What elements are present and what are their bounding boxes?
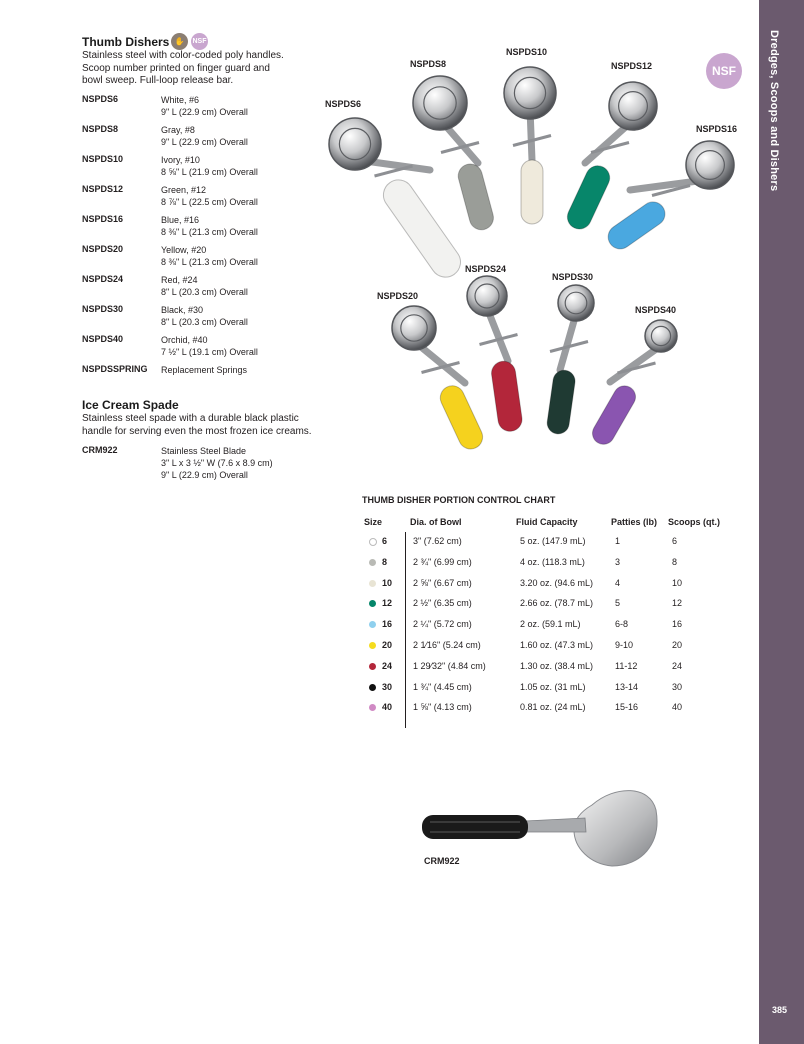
chart-cell-size: 10 [382, 577, 393, 588]
chart-cell-scoops: 8 [672, 556, 678, 567]
chart-cell-patties: 9-10 [615, 640, 634, 650]
chart-cell-patties: 6-8 [615, 619, 629, 630]
chart-cell-size: 16 [382, 619, 393, 630]
product-label-nspds12: NSPDS12 [611, 61, 653, 71]
sku-code: NSPDS16 [82, 214, 124, 224]
sku-color: Ivory, #10 [161, 155, 200, 165]
sku-code: NSPDS6 [82, 94, 119, 104]
sku-color: Gray, #8 [161, 125, 195, 135]
sku-length: 8 ⅞" L (22.5 cm) Overall [161, 197, 258, 207]
portion-chart-title: THUMB DISHER PORTION CONTROL CHART [362, 495, 556, 505]
chart-cell-scoops: 24 [672, 660, 683, 671]
sku-color: Red, #24 [161, 275, 198, 285]
size-color-dot [369, 663, 376, 670]
sku-color: Blue, #16 [161, 215, 200, 225]
sku-length: 8 ⅜" L (21.3 cm) Overall [161, 227, 258, 237]
ice-cream-spade-title: Ice Cream Spade [82, 398, 179, 412]
spade-desc-length: 9" L (22.9 cm) Overall [161, 470, 248, 480]
thumb-dishers-title: Thumb Dishers [82, 35, 170, 49]
chart-cell-bowl: 2 1⁄16" (5.24 cm) [413, 640, 481, 650]
product-label-nspds30: NSPDS30 [552, 272, 594, 282]
chart-cell-capacity: 2 oz. (59.1 mL) [520, 619, 581, 630]
chart-cell-patties: 11-12 [615, 660, 638, 671]
sku-code: NSPDS24 [82, 274, 124, 284]
product-label-nspds40: NSPDS40 [635, 305, 677, 315]
size-color-dot [369, 580, 376, 587]
chart-cell-bowl: 1 29⁄32" (4.84 cm) [413, 660, 486, 671]
thumb-desc-line-3: bowl sweep. Full-loop release bar. [82, 75, 234, 86]
disher-nspds16 [603, 141, 734, 254]
chart-header-scoops: Scoops (qt.) [668, 517, 720, 527]
disher-nspds20 [392, 306, 487, 453]
sku-color: Yellow, #20 [161, 245, 207, 255]
chart-cell-bowl: 2 ¾" (6.99 cm) [413, 556, 472, 567]
sku-code: NSPDSSPRING [82, 364, 148, 374]
chart-cell-size: 6 [382, 536, 388, 546]
spade-product-photo [422, 791, 657, 866]
chart-cell-bowl: 1 ¾" (4.45 cm) [413, 681, 472, 692]
chart-cell-scoops: 6 [672, 536, 678, 546]
nsf-badge-large: NSF [706, 53, 742, 89]
sku-color: Orchid, #40 [161, 335, 208, 345]
disher-nspds40 [588, 320, 677, 448]
chart-cell-size: 20 [382, 640, 393, 650]
size-color-dot [369, 684, 376, 691]
chart-cell-size: 24 [382, 660, 393, 671]
thumb-desc-line-1: Stainless steel with color-coded poly handles. [82, 50, 284, 61]
chart-header-bowl: Dia. of Bowl [410, 517, 462, 527]
size-color-dot [369, 538, 377, 546]
chart-cell-patties: 4 [615, 577, 621, 588]
chart-cell-patties: 15-16 [615, 702, 639, 713]
sku-color: Green, #12 [161, 185, 207, 195]
sku-length: 7 ½" L (19.1 cm) Overall [161, 347, 258, 357]
sku-length: 8" L (20.3 cm) Overall [161, 287, 248, 297]
sidebar-title: Dredges, Scoops and Dishers [768, 30, 780, 192]
sku-color: White, #6 [161, 95, 200, 105]
chart-cell-capacity: 3.20 oz. (94.6 mL) [520, 577, 594, 588]
disher-nspds24 [467, 276, 524, 433]
sku-length: 9" L (22.9 cm) Overall [161, 137, 248, 147]
sku-code: NSPDS8 [82, 124, 119, 134]
chart-cell-size: 8 [382, 556, 388, 567]
spade-desc-blade: Stainless Steel Blade [161, 446, 247, 456]
page-number: 385 [772, 1005, 788, 1015]
size-color-dot [369, 642, 376, 649]
spade-desc-line-2: handle for serving even the most frozen ice creams. [82, 425, 312, 437]
product-label-nspds6: NSPDS6 [325, 99, 362, 109]
chart-cell-capacity: 5 oz. (147.9 mL) [520, 536, 586, 546]
chart-cell-bowl: 2 ⅝" (6.67 cm) [413, 577, 472, 588]
chart-header-patties: Patties (lb) [611, 517, 658, 527]
sku-length: 9" L (22.9 cm) Overall [161, 107, 248, 117]
sku-length: 8 ⅝" L (21.9 cm) Overall [161, 167, 258, 177]
chart-cell-scoops: 20 [672, 640, 683, 650]
chart-cell-scoops: 10 [672, 577, 683, 588]
chart-cell-bowl: 2 ¼" (5.72 cm) [413, 619, 472, 630]
chart-header-capacity: Fluid Capacity [516, 517, 578, 527]
sku-length: 8" L (20.3 cm) Overall [161, 317, 248, 327]
chart-cell-patties: 13-14 [615, 681, 639, 692]
chart-cell-size: 12 [382, 598, 393, 609]
chart-cell-scoops: 12 [672, 598, 683, 609]
chart-cell-capacity: 0.81 oz. (24 mL) [520, 702, 586, 713]
chart-cell-capacity: 1.30 oz. (38.4 mL) [520, 660, 594, 671]
product-label-nspds16: NSPDS16 [696, 124, 738, 134]
chart-cell-patties: 1 [615, 536, 621, 546]
sku-code: NSPDS20 [82, 244, 124, 254]
chart-cell-patties: 3 [615, 556, 621, 567]
chart-cell-bowl: 3" (7.62 cm) [413, 536, 462, 546]
product-label-nspds10: NSPDS10 [506, 47, 548, 57]
spade-desc-line-1: Stainless steel spade with a durable black plastic [82, 413, 299, 424]
chart-cell-capacity: 2.66 oz. (78.7 mL) [520, 598, 594, 609]
size-color-dot [369, 559, 376, 566]
spade-image-label: CRM922 [424, 856, 460, 866]
chart-cell-capacity: 1.60 oz. (47.3 mL) [520, 640, 594, 650]
disher-nspds10 [504, 67, 556, 224]
product-label-nspds24: NSPDS24 [465, 264, 507, 274]
sku-length: 8 ⅜" L (21.3 cm) Overall [161, 257, 258, 267]
chart-divider [405, 532, 406, 728]
sku-color: Replacement Springs [161, 365, 248, 375]
chart-header-size: Size [364, 517, 383, 527]
spade-sku: CRM922 [82, 445, 118, 455]
sku-code: NSPDS30 [82, 304, 124, 314]
chart-cell-size: 40 [382, 702, 393, 713]
product-label-nspds20: NSPDS20 [377, 291, 419, 301]
hands-icon: ✋ [171, 33, 188, 50]
disher-nspds30 [546, 285, 594, 435]
chart-cell-scoops: 16 [672, 619, 683, 630]
sku-code: NSPDS10 [82, 154, 124, 164]
thumb-desc-line-2: Scoop number printed on finger guard and [82, 62, 270, 74]
sku-code: NSPDS40 [82, 334, 124, 344]
chart-cell-scoops: 40 [672, 702, 683, 713]
disher-nspds6 [329, 118, 466, 283]
chart-cell-capacity: 4 oz. (118.3 mL) [520, 556, 585, 567]
chart-cell-size: 30 [382, 681, 393, 692]
chart-cell-patties: 5 [615, 598, 621, 609]
chart-cell-capacity: 1.05 oz. (31 mL) [520, 681, 586, 692]
sku-color: Black, #30 [161, 305, 204, 315]
chart-cell-bowl: 1 ⅝" (4.13 cm) [413, 702, 472, 713]
sku-code: NSPDS12 [82, 184, 124, 194]
chart-cell-bowl: 2 ½" (6.35 cm) [413, 598, 472, 609]
product-label-nspds8: NSPDS8 [410, 59, 447, 69]
nsf-badge-small: NSF [191, 33, 208, 50]
spade-desc-size: 3" L x 3 ½" W (7.6 x 8.9 cm) [161, 458, 273, 468]
chart-cell-scoops: 30 [672, 681, 683, 692]
